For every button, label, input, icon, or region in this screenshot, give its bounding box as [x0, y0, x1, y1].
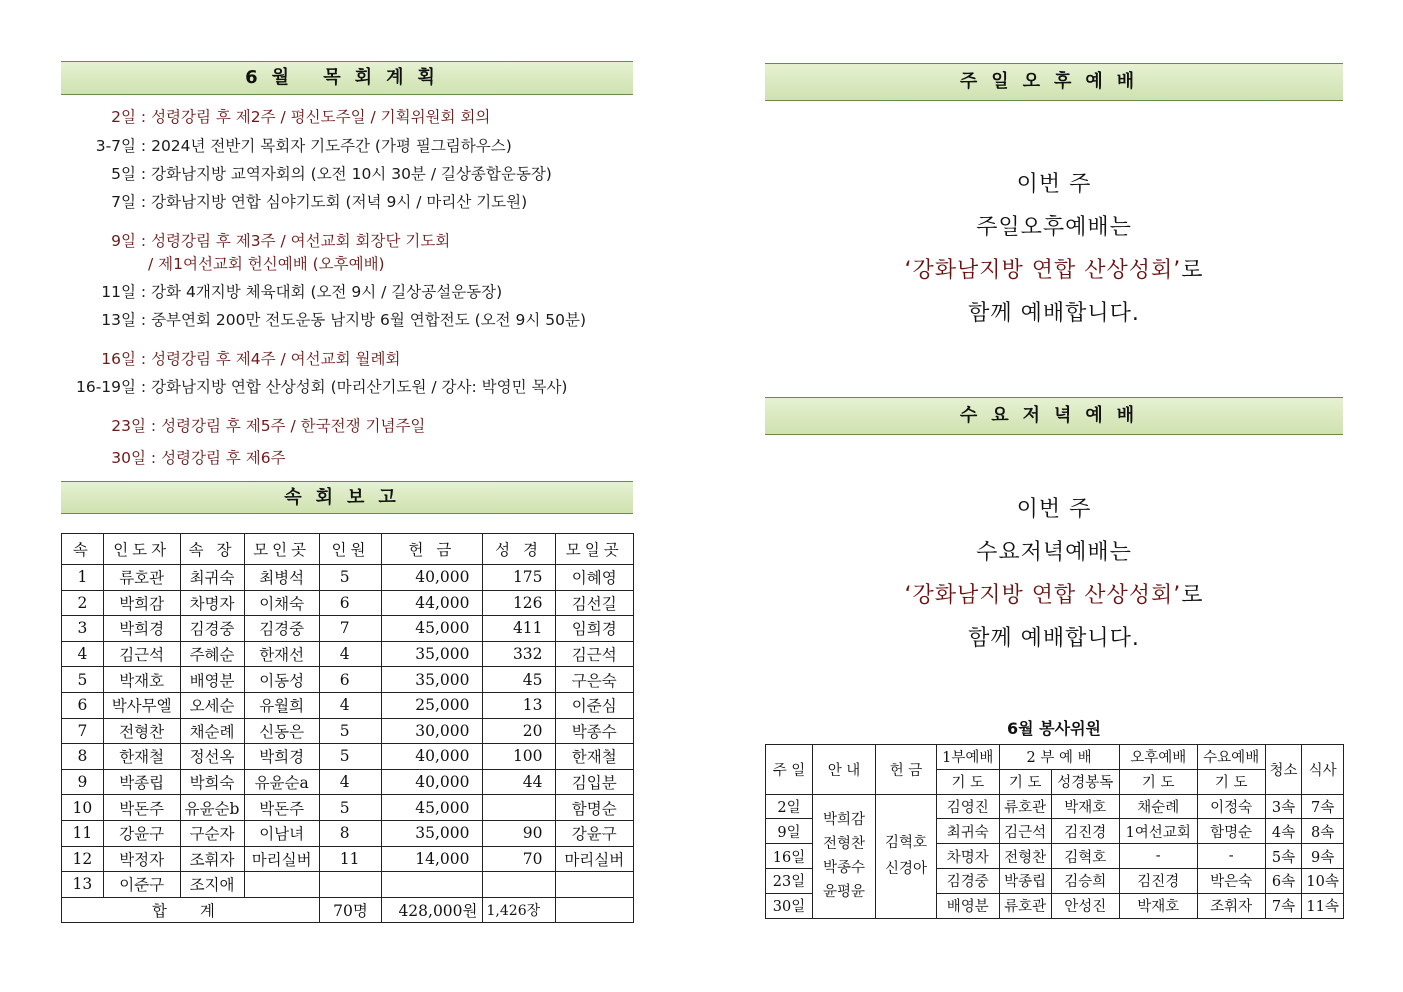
- vol-svc1: 배영분: [937, 893, 1000, 918]
- cell-value: 70: [482, 846, 555, 872]
- cell-row: [62, 872, 634, 898]
- vol-h-clean: 청소: [1265, 745, 1302, 795]
- schedule-item: [60, 190, 527, 212]
- cell-row: [62, 590, 634, 616]
- sunday-msg-line1: 이번 주: [1016, 172, 1092, 197]
- cell-header: 헌 금: [382, 534, 482, 565]
- cell-value: 전형찬: [103, 718, 180, 744]
- schedule-text: 2024년 전반기 목회자 기도주간 (가평 필그림하우스): [151, 137, 512, 155]
- cell-value: [482, 872, 555, 898]
- vol-svc2-pray: 김근석: [999, 819, 1051, 844]
- cell-value: 이혜영: [555, 565, 633, 591]
- cell-value: 35,000: [382, 641, 482, 667]
- cell-value: 7: [62, 718, 104, 744]
- cell-value: 90: [482, 820, 555, 846]
- wednesday-service-title: 수요저녁예배: [765, 397, 1343, 435]
- cell-value: 마리실버: [244, 846, 319, 872]
- cell-row: [62, 820, 634, 846]
- cell-header: 모인곳: [244, 534, 319, 565]
- cell-value: 4: [319, 692, 382, 718]
- cell-value: 김근석: [555, 641, 633, 667]
- schedule-item: [60, 414, 425, 436]
- cell-value: 이준심: [555, 692, 633, 718]
- cell-header: 속: [62, 534, 104, 565]
- cell-report-title: 속회보고: [61, 481, 633, 514]
- cell-row: [62, 846, 634, 872]
- vol-reading: 안성진: [1051, 893, 1119, 918]
- vol-pm: 1여선교회: [1119, 819, 1197, 844]
- cell-value: 신동은: [244, 718, 319, 744]
- cell-value: 김선길: [555, 590, 633, 616]
- cell-report-table: [61, 533, 634, 923]
- cell-value: 이준구: [103, 872, 180, 898]
- cell-total-row: [62, 897, 634, 923]
- cell-value: 411: [482, 616, 555, 642]
- cell-value: 유윤순a: [244, 769, 319, 795]
- cell-row: [62, 769, 634, 795]
- vol-pm: 채순례: [1119, 794, 1197, 819]
- cell-value: 김경중: [180, 616, 244, 642]
- cell-value: 35,000: [382, 667, 482, 693]
- schedule-text: / 제1여선교회 헌신예배 (오후예배): [148, 255, 385, 273]
- cell-value: 김입분: [555, 769, 633, 795]
- vol-guide-name: 전형찬: [822, 836, 866, 853]
- schedule-colon: :: [136, 165, 152, 183]
- cell-value: 13: [62, 872, 104, 898]
- cell-value: 4: [319, 769, 382, 795]
- schedule-colon: :: [136, 137, 152, 155]
- cell-value: 5: [319, 744, 382, 770]
- schedule-item: [60, 105, 490, 127]
- cell-value: 한재철: [103, 744, 180, 770]
- cell-value: 이남녀: [244, 820, 319, 846]
- vol-wed: 조휘자: [1197, 893, 1265, 918]
- wednesday-msg-line3: [765, 574, 1343, 617]
- schedule-item: [60, 375, 567, 397]
- schedule-text: 성령강림 후 제6주: [161, 449, 286, 467]
- vol-guides: [813, 794, 876, 918]
- cell-value: 유월희: [244, 692, 319, 718]
- schedule-colon: :: [136, 378, 152, 396]
- schedule-item: [60, 162, 552, 184]
- volunteer-row: [766, 794, 1344, 819]
- schedule-text: 성령강림 후 제2주 / 평신도주일 / 기획위원회 회의: [151, 108, 491, 126]
- schedule-date: 30일: [111, 449, 146, 467]
- cell-row: [62, 616, 634, 642]
- cell-value: 최병석: [244, 565, 319, 591]
- cell-value: 류호관: [103, 565, 180, 591]
- vol-reading: 김승희: [1051, 868, 1119, 893]
- sunday-msg-line3: [765, 249, 1343, 292]
- schedule-item: [60, 280, 502, 302]
- vol-h-pray-3: 기 도: [1119, 769, 1197, 794]
- wednesday-message: [765, 488, 1343, 660]
- vol-week: 2일: [766, 794, 813, 819]
- vol-h-offering: 헌 금: [876, 745, 937, 795]
- vol-wed: 이정숙: [1197, 794, 1265, 819]
- cell-value: 박정자: [103, 846, 180, 872]
- schedule-item: [60, 308, 586, 330]
- cell-value: 강윤구: [103, 820, 180, 846]
- cell-value: 주혜순: [180, 641, 244, 667]
- wednesday-msg-line2: 수요저녁예배는: [976, 540, 1132, 565]
- vol-h-reading: 성경봉독: [1051, 769, 1119, 794]
- cell-value: 배영분: [180, 667, 244, 693]
- sunday-msg-line2: 주일오후예배는: [976, 215, 1132, 240]
- vol-reading: 김혁호: [1051, 844, 1119, 869]
- cell-value: 박사무엘: [103, 692, 180, 718]
- cell-value: 4: [62, 641, 104, 667]
- cell-table-header: [62, 534, 634, 565]
- schedule-date: 2일: [111, 108, 136, 126]
- cell-value: 채순례: [180, 718, 244, 744]
- vol-pm: -: [1119, 844, 1197, 869]
- cell-value: 10: [62, 795, 104, 821]
- vol-reading: 김진경: [1051, 819, 1119, 844]
- cell-value: [244, 872, 319, 898]
- cell-value: 40,000: [382, 744, 482, 770]
- cell-header: 인원: [319, 534, 382, 565]
- schedule-date: 16일: [101, 350, 136, 368]
- cell-row: [62, 641, 634, 667]
- vol-week: 9일: [766, 819, 813, 844]
- cell-row: [62, 744, 634, 770]
- vol-svc2-pray: 박종립: [999, 868, 1051, 893]
- sunday-message: [765, 163, 1343, 335]
- cell-value: 함명순: [555, 795, 633, 821]
- cell-value: 5: [319, 795, 382, 821]
- vol-h-pray-1: 기 도: [937, 769, 1000, 794]
- cell-value: 175: [482, 565, 555, 591]
- cell-value: 40,000: [382, 769, 482, 795]
- vol-h-pray-2: 기 도: [999, 769, 1051, 794]
- wednesday-suffix: 로: [1181, 583, 1204, 608]
- cell-value: [555, 872, 633, 898]
- cell-value: 오세순: [180, 692, 244, 718]
- cell-value: 마리실버: [555, 846, 633, 872]
- cell-value: 2: [62, 590, 104, 616]
- cell-value: 44: [482, 769, 555, 795]
- vol-svc2-pray: 전형찬: [999, 844, 1051, 869]
- cell-total-empty: [555, 897, 633, 923]
- cell-value: 이채숙: [244, 590, 319, 616]
- vol-meal: 7속: [1302, 794, 1344, 819]
- wednesday-event: ‘강화남지방 연합 산상성회’: [904, 583, 1182, 608]
- cell-value: 3: [62, 616, 104, 642]
- cell-row: [62, 667, 634, 693]
- vol-h-pray-4: 기 도: [1197, 769, 1265, 794]
- cell-value: 조휘자: [180, 846, 244, 872]
- schedule-colon: :: [146, 449, 162, 467]
- schedule-colon: :: [136, 283, 152, 301]
- cell-row: [62, 692, 634, 718]
- vol-wed: 박은숙: [1197, 868, 1265, 893]
- schedule-item: [60, 347, 400, 369]
- vol-guide-name: 윤평윤: [822, 884, 866, 901]
- cell-row: [62, 718, 634, 744]
- vol-h-wed: 수요예배: [1197, 745, 1265, 770]
- schedule-item: [60, 446, 286, 468]
- vol-svc1: 최귀숙: [937, 819, 1000, 844]
- cell-value: 이동성: [244, 667, 319, 693]
- schedule-text: 중부연회 200만 전도운동 남지방 6월 연합전도 (오전 9시 50분): [151, 311, 587, 329]
- schedule-text: 강화남지방 연합 심야기도회 (저녁 9시 / 마리산 기도원): [151, 193, 528, 211]
- vol-clean: 4속: [1265, 819, 1302, 844]
- cell-value: 유윤순b: [180, 795, 244, 821]
- schedule-date: 16-19일: [75, 378, 136, 396]
- schedule-text: 성령강림 후 제3주 / 여선교회 회장단 기도회: [151, 232, 451, 250]
- cell-value: 13: [482, 692, 555, 718]
- cell-value: 8: [62, 744, 104, 770]
- schedule-text: 강화남지방 연합 산상성회 (마리산기도원 / 강사: 박영민 목사): [151, 378, 568, 396]
- schedule-date: 13일: [101, 311, 136, 329]
- cell-header: 성 경: [482, 534, 555, 565]
- vol-h-svc1: 1부예배: [937, 745, 1000, 770]
- cell-header: 속 장: [180, 534, 244, 565]
- cell-value: 12: [62, 846, 104, 872]
- cell-header: 인도자: [103, 534, 180, 565]
- cell-value: [482, 795, 555, 821]
- vol-h-week: 주 일: [766, 745, 813, 795]
- schedule-text: 성령강림 후 제4주 / 여선교회 월례회: [151, 350, 401, 368]
- schedule-date: 5일: [111, 165, 136, 183]
- vol-svc1: 차명자: [937, 844, 1000, 869]
- cell-value: 45: [482, 667, 555, 693]
- schedule-colon: :: [136, 311, 152, 329]
- sunday-event: ‘강화남지방 연합 산상성회’: [904, 258, 1182, 283]
- vol-reading: 박재호: [1051, 794, 1119, 819]
- cell-value: 박희경: [103, 616, 180, 642]
- cell-value: 35,000: [382, 820, 482, 846]
- vol-meal: 11속: [1302, 893, 1344, 918]
- schedule-item: [148, 252, 385, 274]
- vol-week: 23일: [766, 868, 813, 893]
- schedule-title: 6월 목회계획: [61, 61, 633, 95]
- cell-total-offering: 428,000원: [382, 897, 482, 923]
- cell-value: 5: [319, 718, 382, 744]
- vol-guide-name: 박종수: [822, 860, 866, 877]
- cell-value: [382, 872, 482, 898]
- cell-value: 박종립: [103, 769, 180, 795]
- vol-offerer-name: 김혁호: [884, 835, 928, 852]
- cell-value: 11: [319, 846, 382, 872]
- cell-value: 30,000: [382, 718, 482, 744]
- vol-svc1: 김영진: [937, 794, 1000, 819]
- cell-value: 박종수: [555, 718, 633, 744]
- cell-value: 11: [62, 820, 104, 846]
- cell-value: 1: [62, 565, 104, 591]
- cell-value: 박돈주: [103, 795, 180, 821]
- vol-clean: 5속: [1265, 844, 1302, 869]
- cell-value: 9: [62, 769, 104, 795]
- vol-week: 16일: [766, 844, 813, 869]
- cell-value: 8: [319, 820, 382, 846]
- schedule-date: 23일: [111, 417, 146, 435]
- schedule-text: 강화남지방 교역자회의 (오전 10시 30분 / 길상종합운동장): [151, 165, 552, 183]
- cell-value: 5: [62, 667, 104, 693]
- cell-value: 126: [482, 590, 555, 616]
- cell-value: 임희경: [555, 616, 633, 642]
- vol-svc2-pray: 류호관: [999, 794, 1051, 819]
- cell-value: 6: [319, 590, 382, 616]
- vol-clean: 3속: [1265, 794, 1302, 819]
- cell-value: 45,000: [382, 795, 482, 821]
- cell-row: [62, 795, 634, 821]
- cell-value: 4: [319, 641, 382, 667]
- cell-value: 박재호: [103, 667, 180, 693]
- cell-value: 45,000: [382, 616, 482, 642]
- wednesday-msg-line1: 이번 주: [1016, 497, 1092, 522]
- cell-value: 박희숙: [180, 769, 244, 795]
- cell-value: 김근석: [103, 641, 180, 667]
- cell-value: 차명자: [180, 590, 244, 616]
- cell-total-label: 합 계: [62, 897, 320, 923]
- schedule-colon: :: [136, 232, 152, 250]
- vol-guide-name: 박희감: [822, 812, 866, 829]
- vol-clean: 6속: [1265, 868, 1302, 893]
- vol-meal: 9속: [1302, 844, 1344, 869]
- sunday-suffix: 로: [1181, 258, 1204, 283]
- cell-value: 100: [482, 744, 555, 770]
- cell-value: 40,000: [382, 565, 482, 591]
- cell-value: 최귀숙: [180, 565, 244, 591]
- vol-meal: 8속: [1302, 819, 1344, 844]
- wednesday-msg-line4: 함께 예배합니다.: [968, 626, 1140, 651]
- schedule-item: [60, 134, 512, 156]
- cell-value: 한재철: [555, 744, 633, 770]
- vol-week: 30일: [766, 893, 813, 918]
- schedule-date: 7일: [111, 193, 136, 211]
- cell-value: 박돈주: [244, 795, 319, 821]
- cell-value: 14,000: [382, 846, 482, 872]
- schedule-colon: :: [136, 193, 152, 211]
- cell-value: 7: [319, 616, 382, 642]
- cell-total-people: 70명: [319, 897, 382, 923]
- cell-value: 박희경: [244, 744, 319, 770]
- volunteer-title: 6월 봉사위원: [1007, 719, 1101, 738]
- schedule-text: 강화 4개지방 체육대회 (오전 9시 / 길상공설운동장): [151, 283, 503, 301]
- volunteer-header-row-1: [766, 745, 1344, 770]
- cell-value: 김경중: [244, 616, 319, 642]
- vol-pm: 박재호: [1119, 893, 1197, 918]
- cell-total-bible: 1,426장: [482, 897, 555, 923]
- cell-value: 5: [319, 565, 382, 591]
- cell-value: 6: [62, 692, 104, 718]
- cell-value: 44,000: [382, 590, 482, 616]
- vol-h-guide: 안 내: [813, 745, 876, 795]
- schedule-item: [60, 229, 450, 251]
- vol-h-pm: 오후예배: [1119, 745, 1197, 770]
- sunday-msg-line4: 함께 예배합니다.: [968, 301, 1140, 326]
- cell-row: [62, 565, 634, 591]
- schedule-date: 11일: [101, 283, 136, 301]
- vol-offerers: [876, 794, 937, 918]
- vol-offerer-name: 신경아: [884, 861, 928, 878]
- cell-value: 구은숙: [555, 667, 633, 693]
- vol-meal: 10속: [1302, 868, 1344, 893]
- cell-value: 25,000: [382, 692, 482, 718]
- vol-clean: 7속: [1265, 893, 1302, 918]
- cell-value: 6: [319, 667, 382, 693]
- vol-svc1: 김경중: [937, 868, 1000, 893]
- vol-h-svc2: 2 부 예 배: [999, 745, 1119, 770]
- vol-pm: 김진경: [1119, 868, 1197, 893]
- cell-value: 강윤구: [555, 820, 633, 846]
- vol-wed: 함명순: [1197, 819, 1265, 844]
- cell-value: [319, 872, 382, 898]
- sunday-service-title: 주일오후예배: [765, 63, 1343, 101]
- vol-svc2-pray: 류호관: [999, 893, 1051, 918]
- schedule-colon: :: [136, 350, 152, 368]
- schedule-text: 성령강림 후 제5주 / 한국전쟁 기념주일: [161, 417, 426, 435]
- cell-value: 정선옥: [180, 744, 244, 770]
- cell-value: 구순자: [180, 820, 244, 846]
- schedule-colon: :: [146, 417, 162, 435]
- schedule-colon: :: [136, 108, 152, 126]
- cell-value: 20: [482, 718, 555, 744]
- schedule-date: 9일: [111, 232, 136, 250]
- cell-value: 332: [482, 641, 555, 667]
- vol-wed: -: [1197, 844, 1265, 869]
- schedule-date: 3-7일: [95, 137, 136, 155]
- volunteer-table: [765, 744, 1344, 919]
- cell-value: 박희감: [103, 590, 180, 616]
- cell-value: 한재선: [244, 641, 319, 667]
- cell-value: 조지애: [180, 872, 244, 898]
- cell-header: 모일곳: [555, 534, 633, 565]
- vol-h-meal: 식사: [1302, 745, 1344, 795]
